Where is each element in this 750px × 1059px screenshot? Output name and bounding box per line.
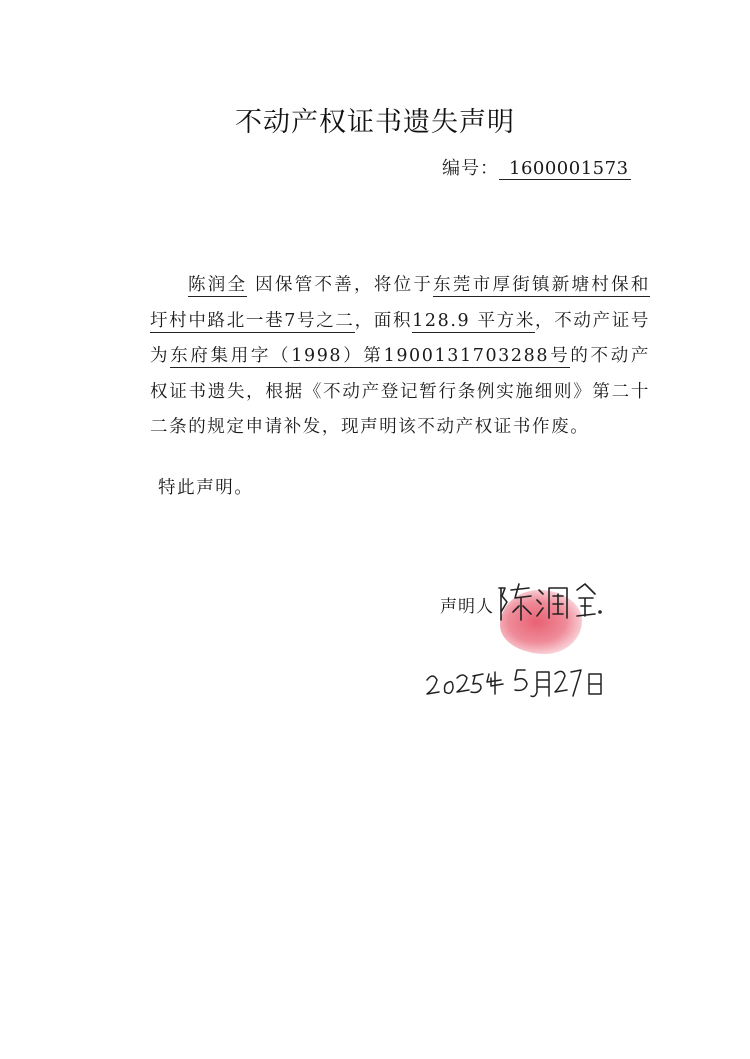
text-segment-2: ，面积 — [354, 310, 413, 331]
closing-statement: 特此声明。 — [158, 478, 254, 498]
text-segment-4: 的不动产权证书遗失，根据《不动产登记暂行条例实施细则》第二十二条的规定申请补发，现声明该不动产权证书作废。 — [150, 346, 650, 437]
number-label: 编号： — [442, 158, 499, 179]
handwritten-date — [425, 662, 615, 706]
declaration-body — [150, 268, 650, 446]
owner-name: 陈润全 — [188, 275, 248, 295]
text-segment-1: 因保管不善，将位于 — [255, 275, 434, 295]
handwritten-signature — [495, 580, 605, 624]
document-title: 不动产权证书遗失声明 — [235, 107, 515, 138]
text-segment-3: ，不动产证号为 — [150, 310, 651, 366]
property-area: 128.9 平方米 — [412, 310, 536, 331]
declarant-label: 声明人 — [440, 597, 494, 617]
number-value: 1600001573 — [499, 158, 631, 180]
declaration-paragraph — [150, 268, 650, 446]
document-number — [442, 154, 631, 180]
certificate-number: 东府集用字（1998）第1900131703288号 — [170, 346, 571, 366]
property-address: 东莞市厚街镇新塘村保和圩村中路北一巷7号之二 — [150, 275, 650, 331]
